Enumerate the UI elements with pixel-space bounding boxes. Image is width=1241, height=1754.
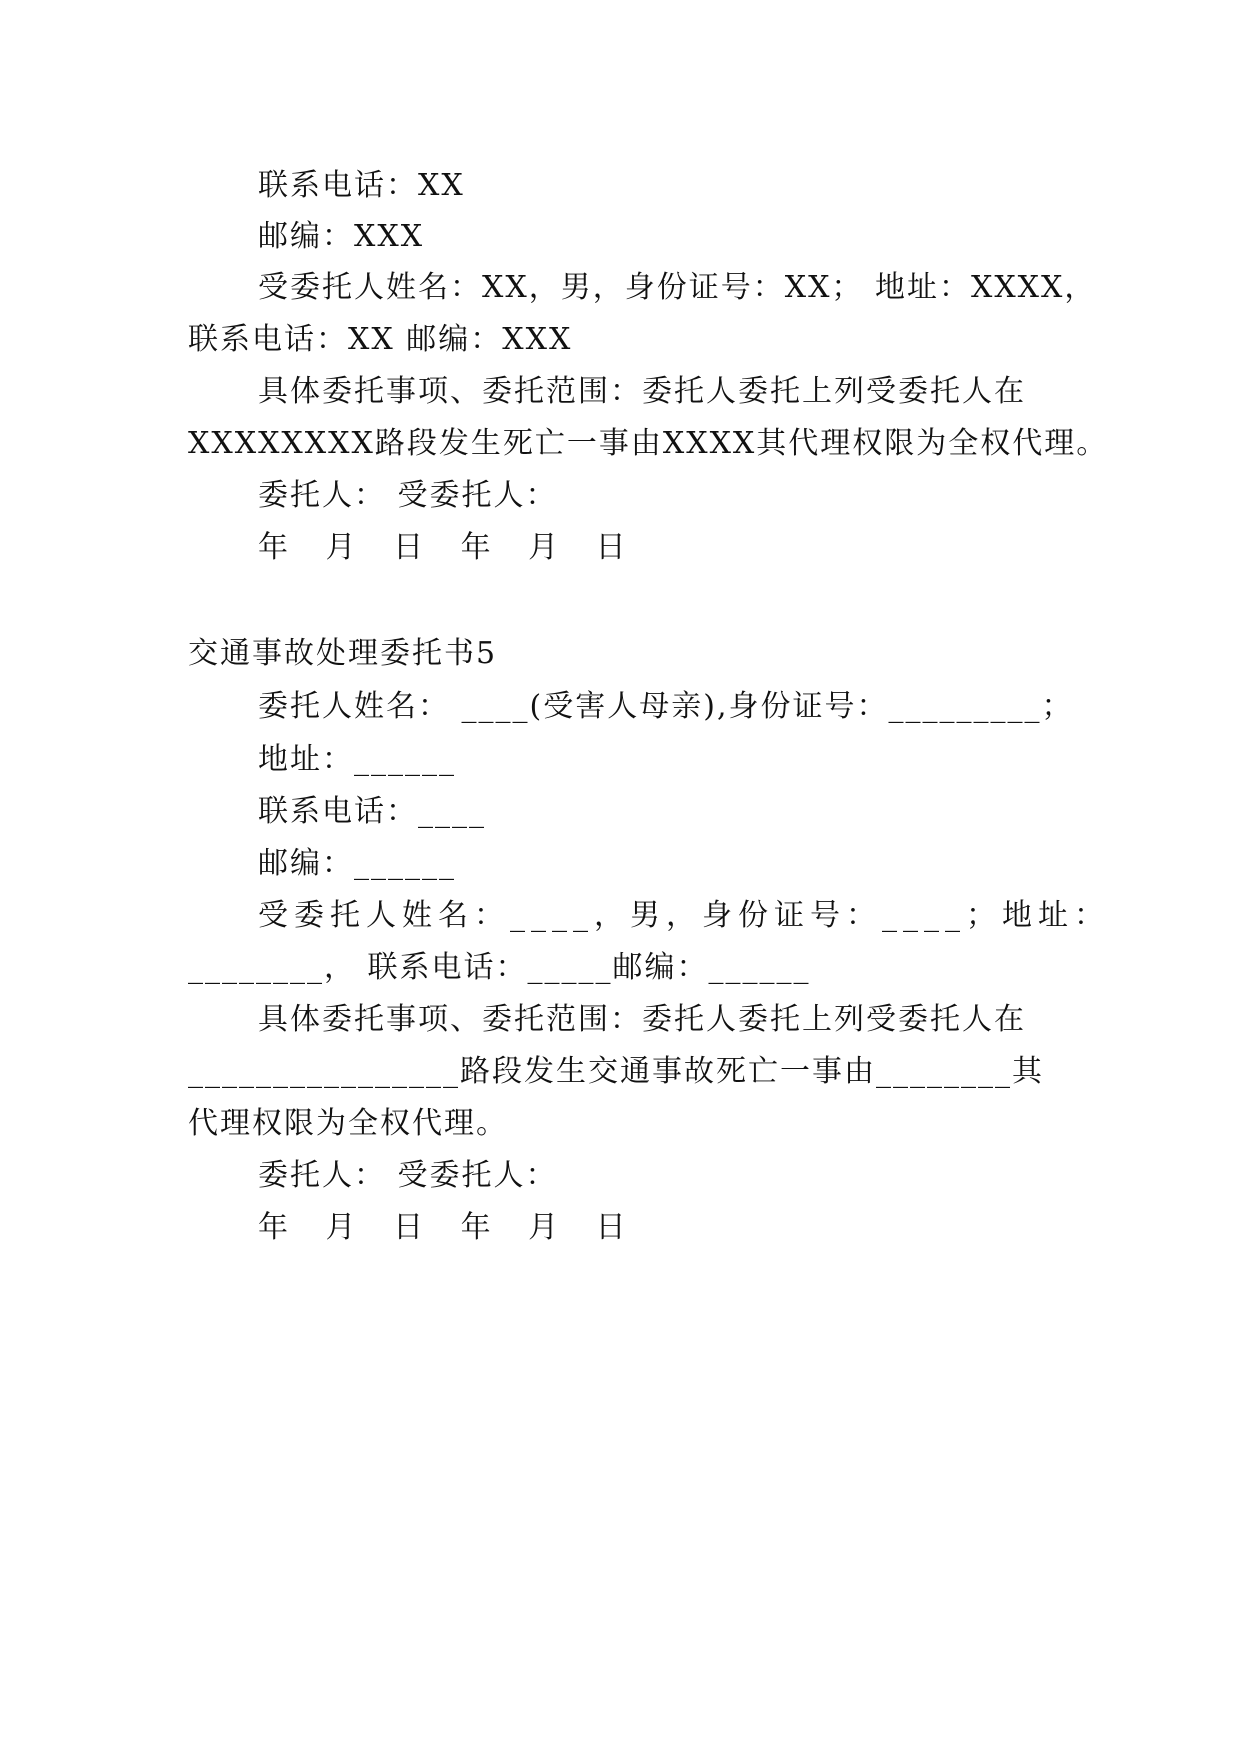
paragraph-postcode-blank: 邮编：______ [258,846,456,881]
paragraph-scope-continued: XXXXXXXX路段发生死亡一事由XXXX其代理权限为全权代理。 [188,426,1109,461]
paragraph-address: 地址：______ [258,742,456,777]
paragraph-scope-blank: 具体委托事项、委托范围：委托人委托上列受委托人在 [258,1002,1026,1037]
paragraph-contact-phone: 联系电话：XX [258,168,465,203]
paragraph-postcode: 邮编：XXX [258,219,425,254]
date-line-2: 年 月 日 年 月 日 [258,1210,640,1245]
date-line: 年 月 日 年 月 日 [258,530,640,565]
paragraph-authority: 代理权限为全权代理。 [188,1106,508,1141]
signature-line-2: 委托人： 受委托人： [258,1158,558,1193]
section-title: 交通事故处理委托书5 [188,636,498,671]
paragraph-scope: 具体委托事项、委托范围：委托人委托上列受委托人在 [258,374,1026,409]
paragraph-principal-info: 委托人姓名： ____(受害人母亲),身份证号：_________； [258,689,1074,724]
paragraph-agent-info: 受委托人姓名：XX，男，身份证号：XX； 地址：XXXX， [258,270,1097,305]
paragraph-scope-blank-continued: ________________路段发生交通事故死亡一事由________其 [188,1054,1044,1089]
paragraph-agent-info-blank: 受委托人姓名：____，男，身份证号：____；地址： [258,898,1110,933]
signature-line: 委托人： 受委托人： [258,478,558,513]
paragraph-contact-phone-blank: 联系电话：____ [258,794,486,829]
paragraph-agent-contact: 联系电话：XX 邮编：XXX [188,322,573,357]
paragraph-agent-contact-blank: ________， 联系电话：_____邮编：______ [188,950,811,985]
